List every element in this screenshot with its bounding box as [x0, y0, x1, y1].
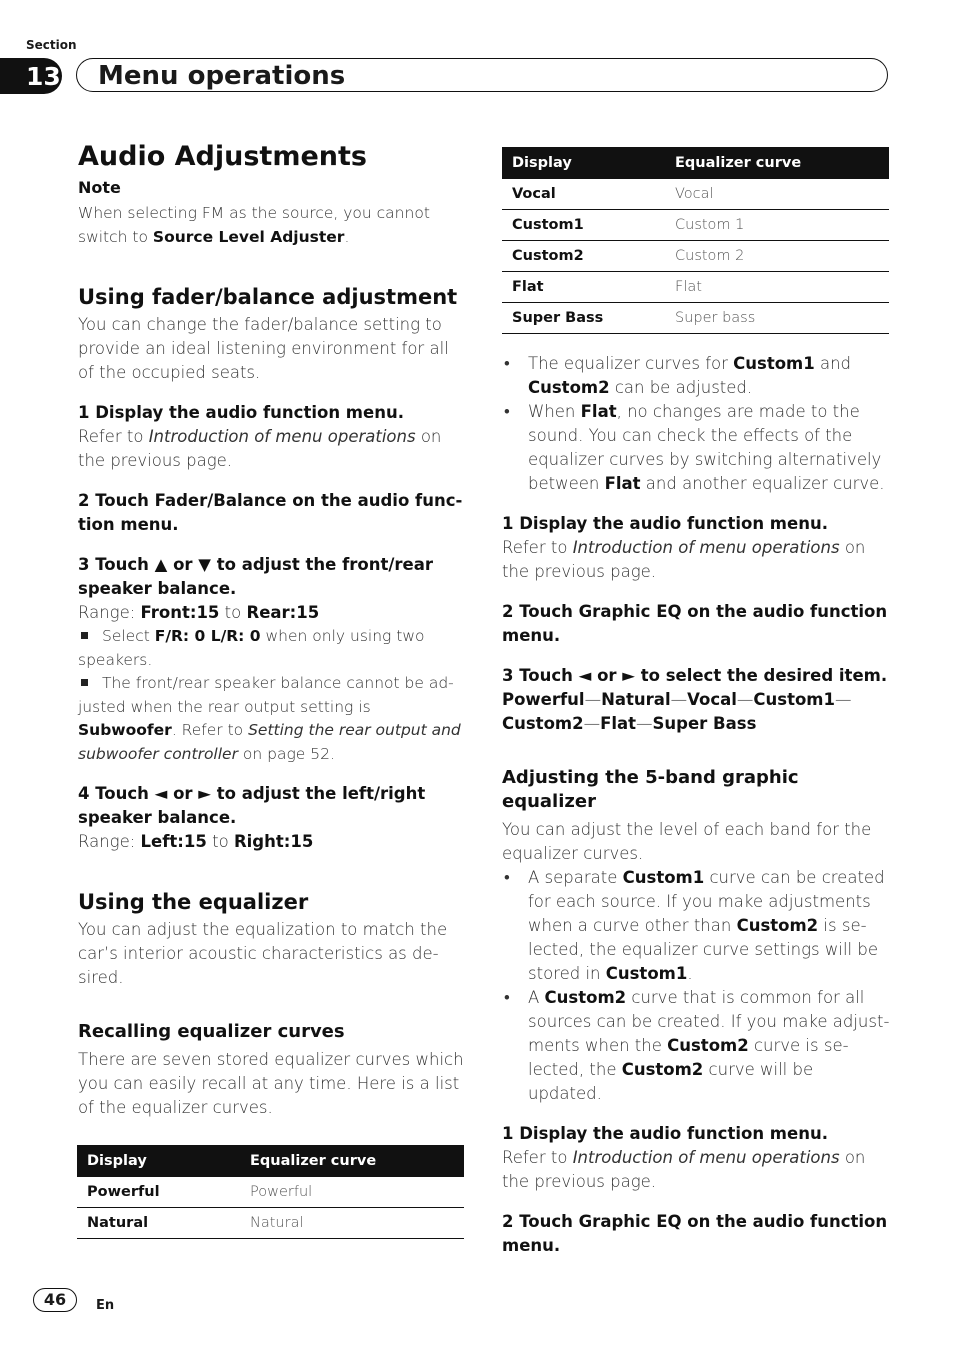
table-header-display: Display [77, 1145, 240, 1177]
equalizer-intro: You can adjust the equalization to match the car’s interior acoustic characteristics as de-sired. [78, 920, 448, 987]
recall-intro: There are seven stored equalizer curves which you can easily recall at any time. Here is a list of the equalizer curves. [78, 1050, 464, 1117]
fader-step-2: 2 Touch Fader/Balance on the audio func-tion menu. [78, 491, 463, 534]
section-label: Section [26, 38, 77, 52]
eq-step-3: 3 Touch ◄ or ► to select the desired item. [502, 666, 888, 685]
table-header-curve: Equalizer curve [240, 1145, 464, 1177]
five-band-intro: You can adjust the level of each band for the equalizer curves. [502, 820, 872, 863]
five-band-heading: Adjusting the 5-band graphic equalizer [502, 767, 799, 812]
table-row: Powerful Powerful [77, 1177, 464, 1208]
fader-intro: You can change the fader/balance setting to provide an ideal listening environment for all of the occupied seats. [78, 315, 449, 382]
section-number-badge: 13 [0, 58, 62, 94]
band-step-1-refer: Refer to Introduction of menu operations on the previous page. [502, 1148, 866, 1191]
equalizer-table-left [77, 1145, 464, 1239]
recall-heading: Recalling equalizer curves [78, 1021, 345, 1042]
note-two-speakers: Select F/R: 0 L/R: 0 when only using two speakers. [78, 627, 425, 669]
equalizer-heading: Using the equalizer [78, 890, 309, 914]
note-text: When selecting FM as the source, you cannot switch to Source Level Adjuster. [78, 204, 430, 246]
equalizer-notes-list [502, 352, 892, 496]
right-column [502, 352, 892, 1258]
audio-adjustments-heading: Audio Adjustments [78, 141, 367, 172]
table-row: Super Bass Super bass [502, 303, 889, 334]
balance-range: Range: Left:15 to Right:15 [78, 832, 314, 851]
square-bullet-icon [81, 632, 88, 639]
eq-step-1: 1 Display the audio function menu. [502, 514, 828, 533]
list-item: • The equalizer curves for Custom1 and Custom2 can be adjusted. [502, 352, 892, 400]
language-label: En [96, 1298, 115, 1313]
fader-step-3: 3 Touch ▲ or ▼ to adjust the front/rear speaker balance. [78, 555, 433, 598]
list-item: • When Flat, no changes are made to the sound. You can check the effects of the equalizer curves by switching alternatively between Flat and another equalizer curve. [502, 400, 892, 496]
eq-step-1-refer: Refer to Introduction of menu operations on the previous page. [502, 538, 866, 581]
page-title: Menu operations [98, 61, 346, 91]
band-step-1: 1 Display the audio function menu. [502, 1124, 828, 1143]
fader-step-1-refer: Refer to Introduction of menu operations on the previous page. [78, 427, 442, 470]
fader-heading: Using fader/balance adjustment [78, 285, 458, 309]
equalizer-table-right [502, 147, 889, 334]
list-item: • A Custom2 curve that is common for all sources can be created. If you make adjust-ments when the Custom2 curve is se-lected, the Custom2 curve will be updated. [502, 986, 892, 1106]
table-row: Custom2 Custom 2 [502, 241, 889, 272]
eq-curve-sequence: Powerful—Natural—Vocal—Custom1— Custom2—Flat—Super Bass [502, 690, 852, 733]
five-band-notes-list [502, 866, 892, 1106]
eq-step-2: 2 Touch Graphic EQ on the audio function menu. [502, 602, 888, 645]
band-step-2: 2 Touch Graphic EQ on the audio function menu. [502, 1212, 888, 1255]
fader-step-1: 1 Display the audio function menu. [78, 403, 404, 422]
table-header-display: Display [502, 147, 665, 179]
table-header-curve: Equalizer curve [665, 147, 889, 179]
note-title: Note [78, 178, 121, 197]
table-row: Natural Natural [77, 1208, 464, 1239]
table-row: Custom1 Custom 1 [502, 210, 889, 241]
table-row: Vocal Vocal [502, 179, 889, 210]
left-column [78, 140, 468, 1120]
list-item: • A separate Custom1 curve can be created for each source. If you make adjustments when a curve other than Custom2 is se-lected, the equalizer curve settings will be stored in Custom1. [502, 866, 892, 986]
fader-step-4: 4 Touch ◄ or ► to adjust the left/right speaker balance. [78, 784, 426, 827]
note-rear-output: The front/rear speaker balance cannot be ad-justed when the rear output setting is Subwoofer. Refer to Setting the rear output and subwoofer controller on page 52. [78, 674, 461, 763]
page-number: 46 [33, 1288, 77, 1312]
square-bullet-icon [81, 679, 88, 686]
fader-range: Range: Front:15 to Rear:15 [78, 603, 320, 622]
table-row: Flat Flat [502, 272, 889, 303]
